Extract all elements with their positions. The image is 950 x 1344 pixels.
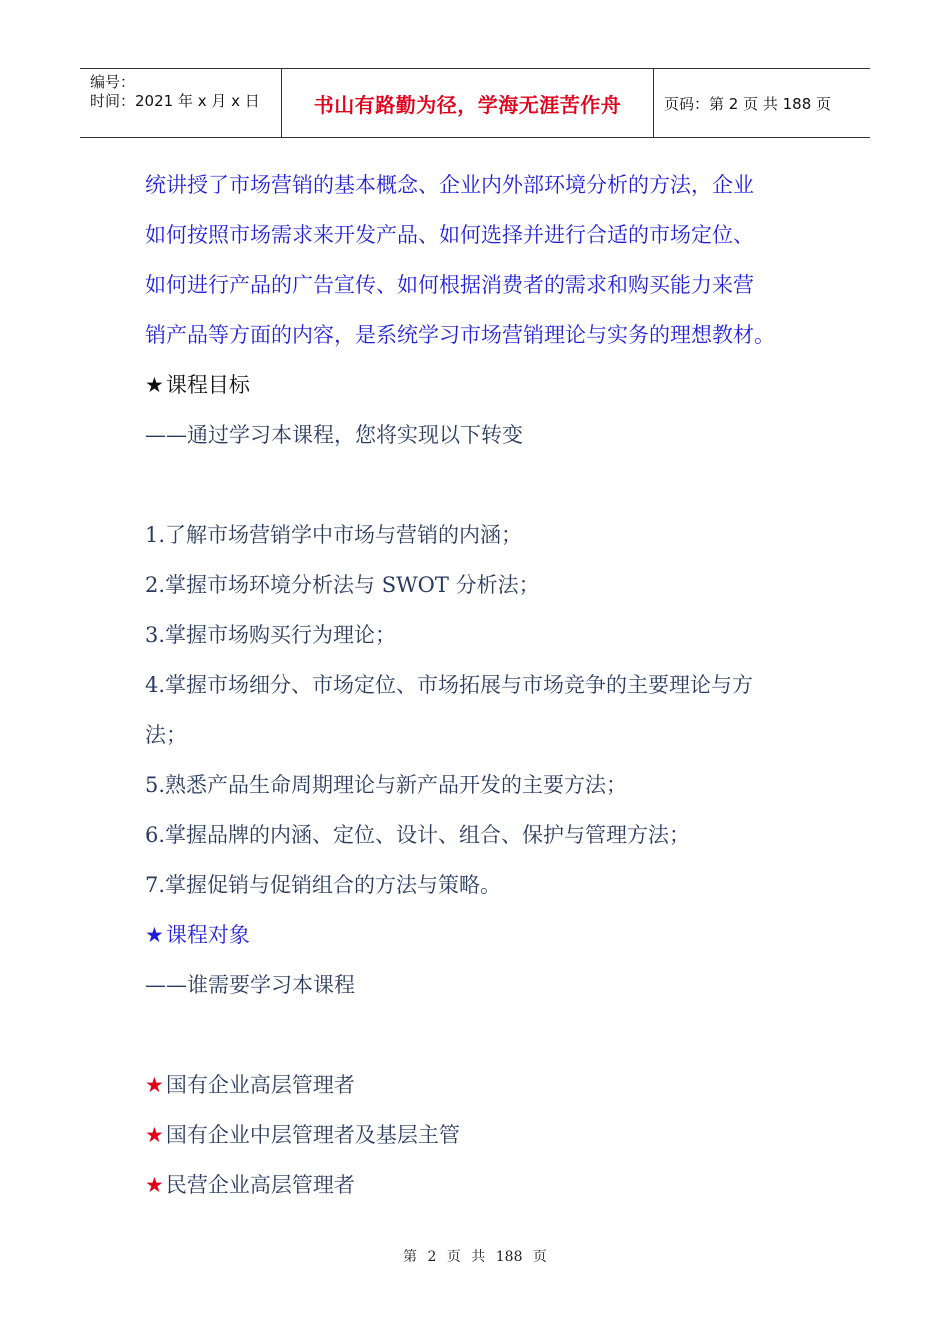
audience-item: [145, 1110, 825, 1160]
goal-item: 2.掌握市场环境分析法与 SWOT 分析法；: [145, 573, 540, 597]
audience-heading-text: 课程对象: [165, 923, 250, 947]
document-body: [145, 160, 825, 1210]
goals-subheading: ——通过学习本课程，您将实现以下转变: [145, 423, 523, 447]
page-header: [80, 68, 870, 138]
document-number-label: 编号：: [90, 73, 136, 91]
audience-item-text: 国有企业高层管理者: [165, 1073, 355, 1097]
star-icon: ★: [145, 1123, 164, 1147]
audience-item-text: 民营企业高层管理者: [165, 1173, 355, 1197]
goal-item: 7.掌握促销与促销组合的方法与策略。: [145, 873, 502, 897]
star-icon: ★: [145, 923, 164, 947]
intro-line: 销产品等方面的内容，是系统学习市场营销理论与实务的理想教材。: [145, 323, 775, 347]
header-page-info: 页码：第 2 页 共 188 页: [664, 94, 832, 113]
goal-item: 4.掌握市场细分、市场定位、市场拓展与市场竞争的主要理论与方: [145, 673, 754, 697]
header-motto: 书山有路勤为径，学海无涯苦作舟: [282, 69, 654, 137]
audience-subheading: ——谁需要学习本课程: [145, 973, 355, 997]
audience-item: [145, 1060, 825, 1110]
star-icon: ★: [145, 1173, 164, 1197]
spacer: [145, 1010, 825, 1060]
goal-item: 5.熟悉产品生命周期理论与新产品开发的主要方法；: [145, 773, 628, 797]
intro-line: 统讲授了市场营销的基本概念、企业内外部环境分析的方法，企业: [145, 173, 754, 197]
audience-item: [145, 1160, 825, 1210]
intro-line: 如何进行产品的广告宣传、如何根据消费者的需求和购买能力来营: [145, 273, 754, 297]
header-meta: [80, 69, 282, 137]
goal-item: 1.了解市场营销学中市场与营销的内涵；: [145, 523, 523, 547]
audience-item-text: 国有企业中层管理者及基层主管: [165, 1123, 460, 1147]
goal-item: 3.掌握市场购买行为理论；: [145, 623, 397, 647]
goal-item: 6.掌握品牌的内涵、定位、设计、组合、保护与管理方法；: [145, 823, 691, 847]
spacer: [145, 460, 825, 510]
star-icon: ★: [145, 373, 164, 397]
goals-heading-text: 课程目标: [165, 373, 250, 397]
document-date: 时间：2021 年 x 月 x 日: [90, 92, 260, 110]
page-footer: 第 2 页 共 188 页: [403, 1249, 547, 1265]
intro-line: 如何按照市场需求来开发产品、如何选择并进行合适的市场定位、: [145, 223, 754, 247]
star-icon: ★: [145, 1073, 164, 1097]
goal-item: 法；: [145, 723, 187, 747]
goals-heading: [145, 360, 825, 410]
audience-heading: [145, 910, 825, 960]
